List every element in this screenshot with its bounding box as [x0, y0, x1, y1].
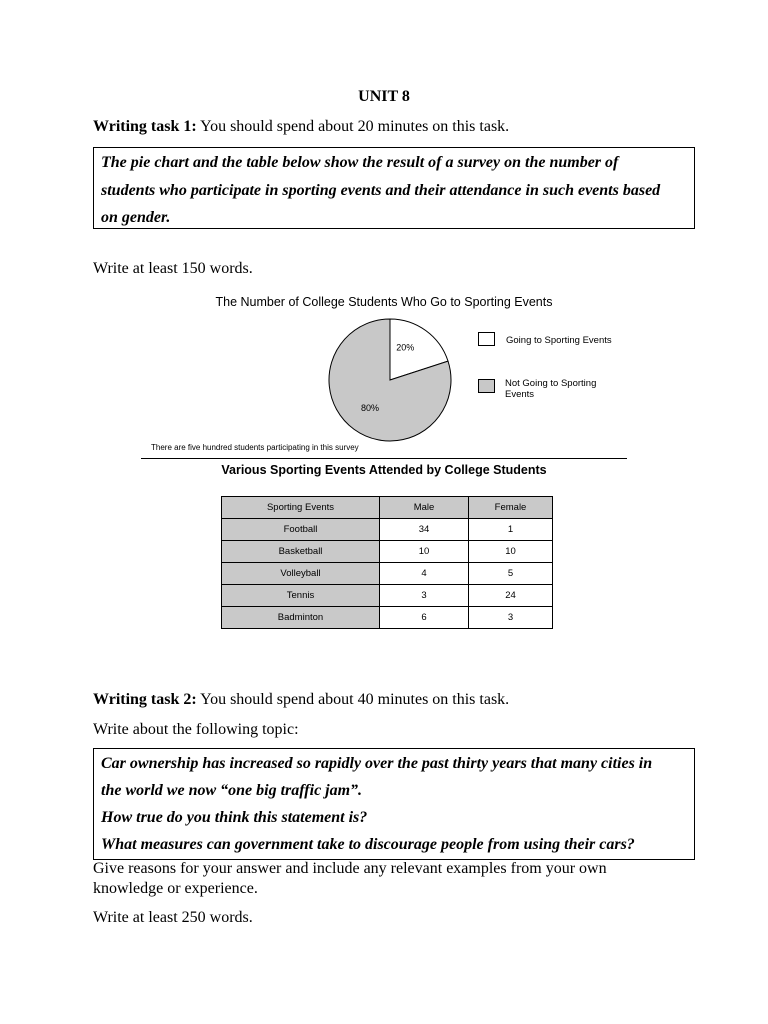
table-row [222, 541, 553, 563]
table-cell-event: Football [222, 519, 380, 541]
pie-chart-title: The Number of College Students Who Go to Sporting Events [215, 295, 553, 309]
legend-label-going: Going to Sporting Events [506, 335, 612, 346]
sporting-events-table [221, 496, 553, 629]
pie-label-going: 20% [396, 342, 415, 353]
table-cell-male: 4 [380, 563, 469, 585]
task2-topic-intro: Write about the following topic: [93, 721, 299, 738]
table-cell-event: Badminton [222, 607, 380, 629]
pie-slices [329, 319, 451, 441]
task2-reasons-line: Give reasons for your answer and include any relevant examples from your own [93, 860, 607, 877]
task2-instruction-text: You should spend about 40 minutes on this task. [196, 691, 510, 708]
table-cell-event: Volleyball [222, 563, 380, 585]
divider-rule [141, 458, 627, 459]
table-cell-male: 6 [380, 607, 469, 629]
table-row [222, 585, 553, 607]
table-cell-female: 10 [469, 541, 553, 563]
task2-prompt-line: How true do you think this statement is? [101, 809, 368, 826]
task2-heading: Writing task 2: [93, 691, 197, 708]
task2-reasons [93, 859, 607, 899]
task1-prompt-line: The pie chart and the table below show the result of a survey on the number of [101, 154, 619, 171]
table-row [222, 563, 553, 585]
table-cell-event: Tennis [222, 585, 380, 607]
task2-word-requirement: Write at least 250 words. [93, 909, 253, 926]
pie-chart [0, 0, 768, 470]
table-cell-female: 5 [469, 563, 553, 585]
task1-prompt-line: students who participate in sporting events and their attendance in such events based [101, 181, 661, 199]
task2-prompt-line: What measures can government take to discourage people from using their cars? [101, 836, 635, 853]
table-cell-female: 1 [469, 519, 553, 541]
task2-prompt-line: Car ownership has increased so rapidly over the past thirty years that many cities in [101, 755, 653, 772]
table-cell-male: 34 [380, 519, 469, 541]
table-header-cell: Female [469, 497, 553, 519]
table-cell-event: Basketball [222, 541, 380, 563]
table-cell-male: 3 [380, 585, 469, 607]
task1-heading: Writing task 1: [93, 118, 197, 135]
table-cell-female: 24 [469, 585, 553, 607]
legend-swatch-not-going [478, 379, 495, 393]
table-header-cell: Male [380, 497, 469, 519]
task2-instruction [93, 690, 509, 710]
table-header-cell: Sporting Events [222, 497, 380, 519]
task2-prompt-line: the world we now “one big traffic jam”. [101, 782, 363, 799]
task1-instruction-text: You should spend about 20 minutes on this task. [196, 118, 510, 135]
table-title: Various Sporting Events Attended by College Students [221, 463, 547, 477]
legend-swatch-going [478, 332, 495, 346]
task1-prompt-line: on gender. [101, 209, 171, 226]
task2-prompt-box [93, 748, 695, 860]
table-header-row [222, 497, 553, 519]
task2-reasons-line: knowledge or experience. [93, 880, 258, 897]
task1-word-requirement: Write at least 150 words. [93, 260, 253, 277]
table-row [222, 519, 553, 541]
survey-note: There are five hundred students participating in this survey [151, 443, 359, 452]
table-cell-male: 10 [380, 541, 469, 563]
pie-label-not-going: 80% [360, 403, 380, 413]
table-cell-female: 3 [469, 607, 553, 629]
legend-label-not-going-line: Events [505, 389, 535, 400]
legend-label-not-going-line: Not Going to Sporting [505, 378, 597, 389]
table-row [222, 607, 553, 629]
unit-title: UNIT 8 [358, 88, 410, 105]
legend-label-not-going [505, 378, 596, 400]
